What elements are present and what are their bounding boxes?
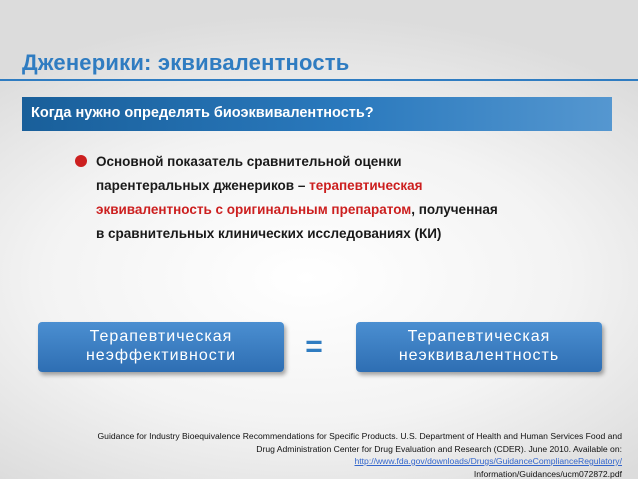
bullet-line-2	[96, 174, 596, 198]
equals-sign: =	[305, 330, 323, 363]
slide-title: Дженерики: эквивалентность	[22, 50, 350, 75]
box-therapeutic-nonequivalence	[356, 322, 602, 372]
bullet-line-1: Основной показатель сравнительной оценки	[96, 154, 402, 169]
reference-link[interactable]: http://www.fda.gov/downloads/Drugs/GuidanceComplianceRegulatory/	[354, 456, 622, 466]
box-right-line-2: неэквивалентность	[398, 347, 560, 364]
box-left-line-1: Терапевтическая	[89, 328, 233, 345]
bullet-line-3-highlight: эквивалентность с оригинальным препаратом	[96, 202, 412, 217]
bullet-line-3	[96, 198, 596, 222]
bullet-line-2-text: парентеральных дженериков –	[96, 178, 310, 193]
bullet-line-2-highlight: терапевтическая	[309, 178, 423, 193]
box-left-line-2: неэффективности	[85, 347, 237, 364]
reference-line-1: Guidance for Industry Bioequivalence Recommendations for Specific Products. U.S. Department of Health and Human Services Food and	[97, 431, 622, 441]
box-right-line-1: Терапевтическая	[407, 328, 551, 345]
subtitle-bar	[22, 97, 612, 131]
reference-footnote	[0, 430, 622, 479]
reference-line-3	[0, 455, 622, 479]
bullet-line-4: в сравнительных клинических исследованиях (КИ)	[96, 226, 442, 241]
bullet-line-3-text: , полученная	[411, 202, 498, 217]
bullet-dot-icon	[75, 155, 87, 167]
box-therapeutic-inefficacy	[38, 322, 284, 372]
bullet-paragraph	[96, 150, 596, 246]
subtitle-text: Когда нужно определять биоэквивалентность?	[31, 105, 374, 121]
title-divider	[0, 79, 638, 81]
reference-line-2: Drug Administration Center for Drug Evaluation and Research (CDER). June 2010. Available on:	[256, 443, 622, 454]
reference-line-3-tail: Information/Guidances/ucm072872.pdf	[473, 468, 622, 479]
